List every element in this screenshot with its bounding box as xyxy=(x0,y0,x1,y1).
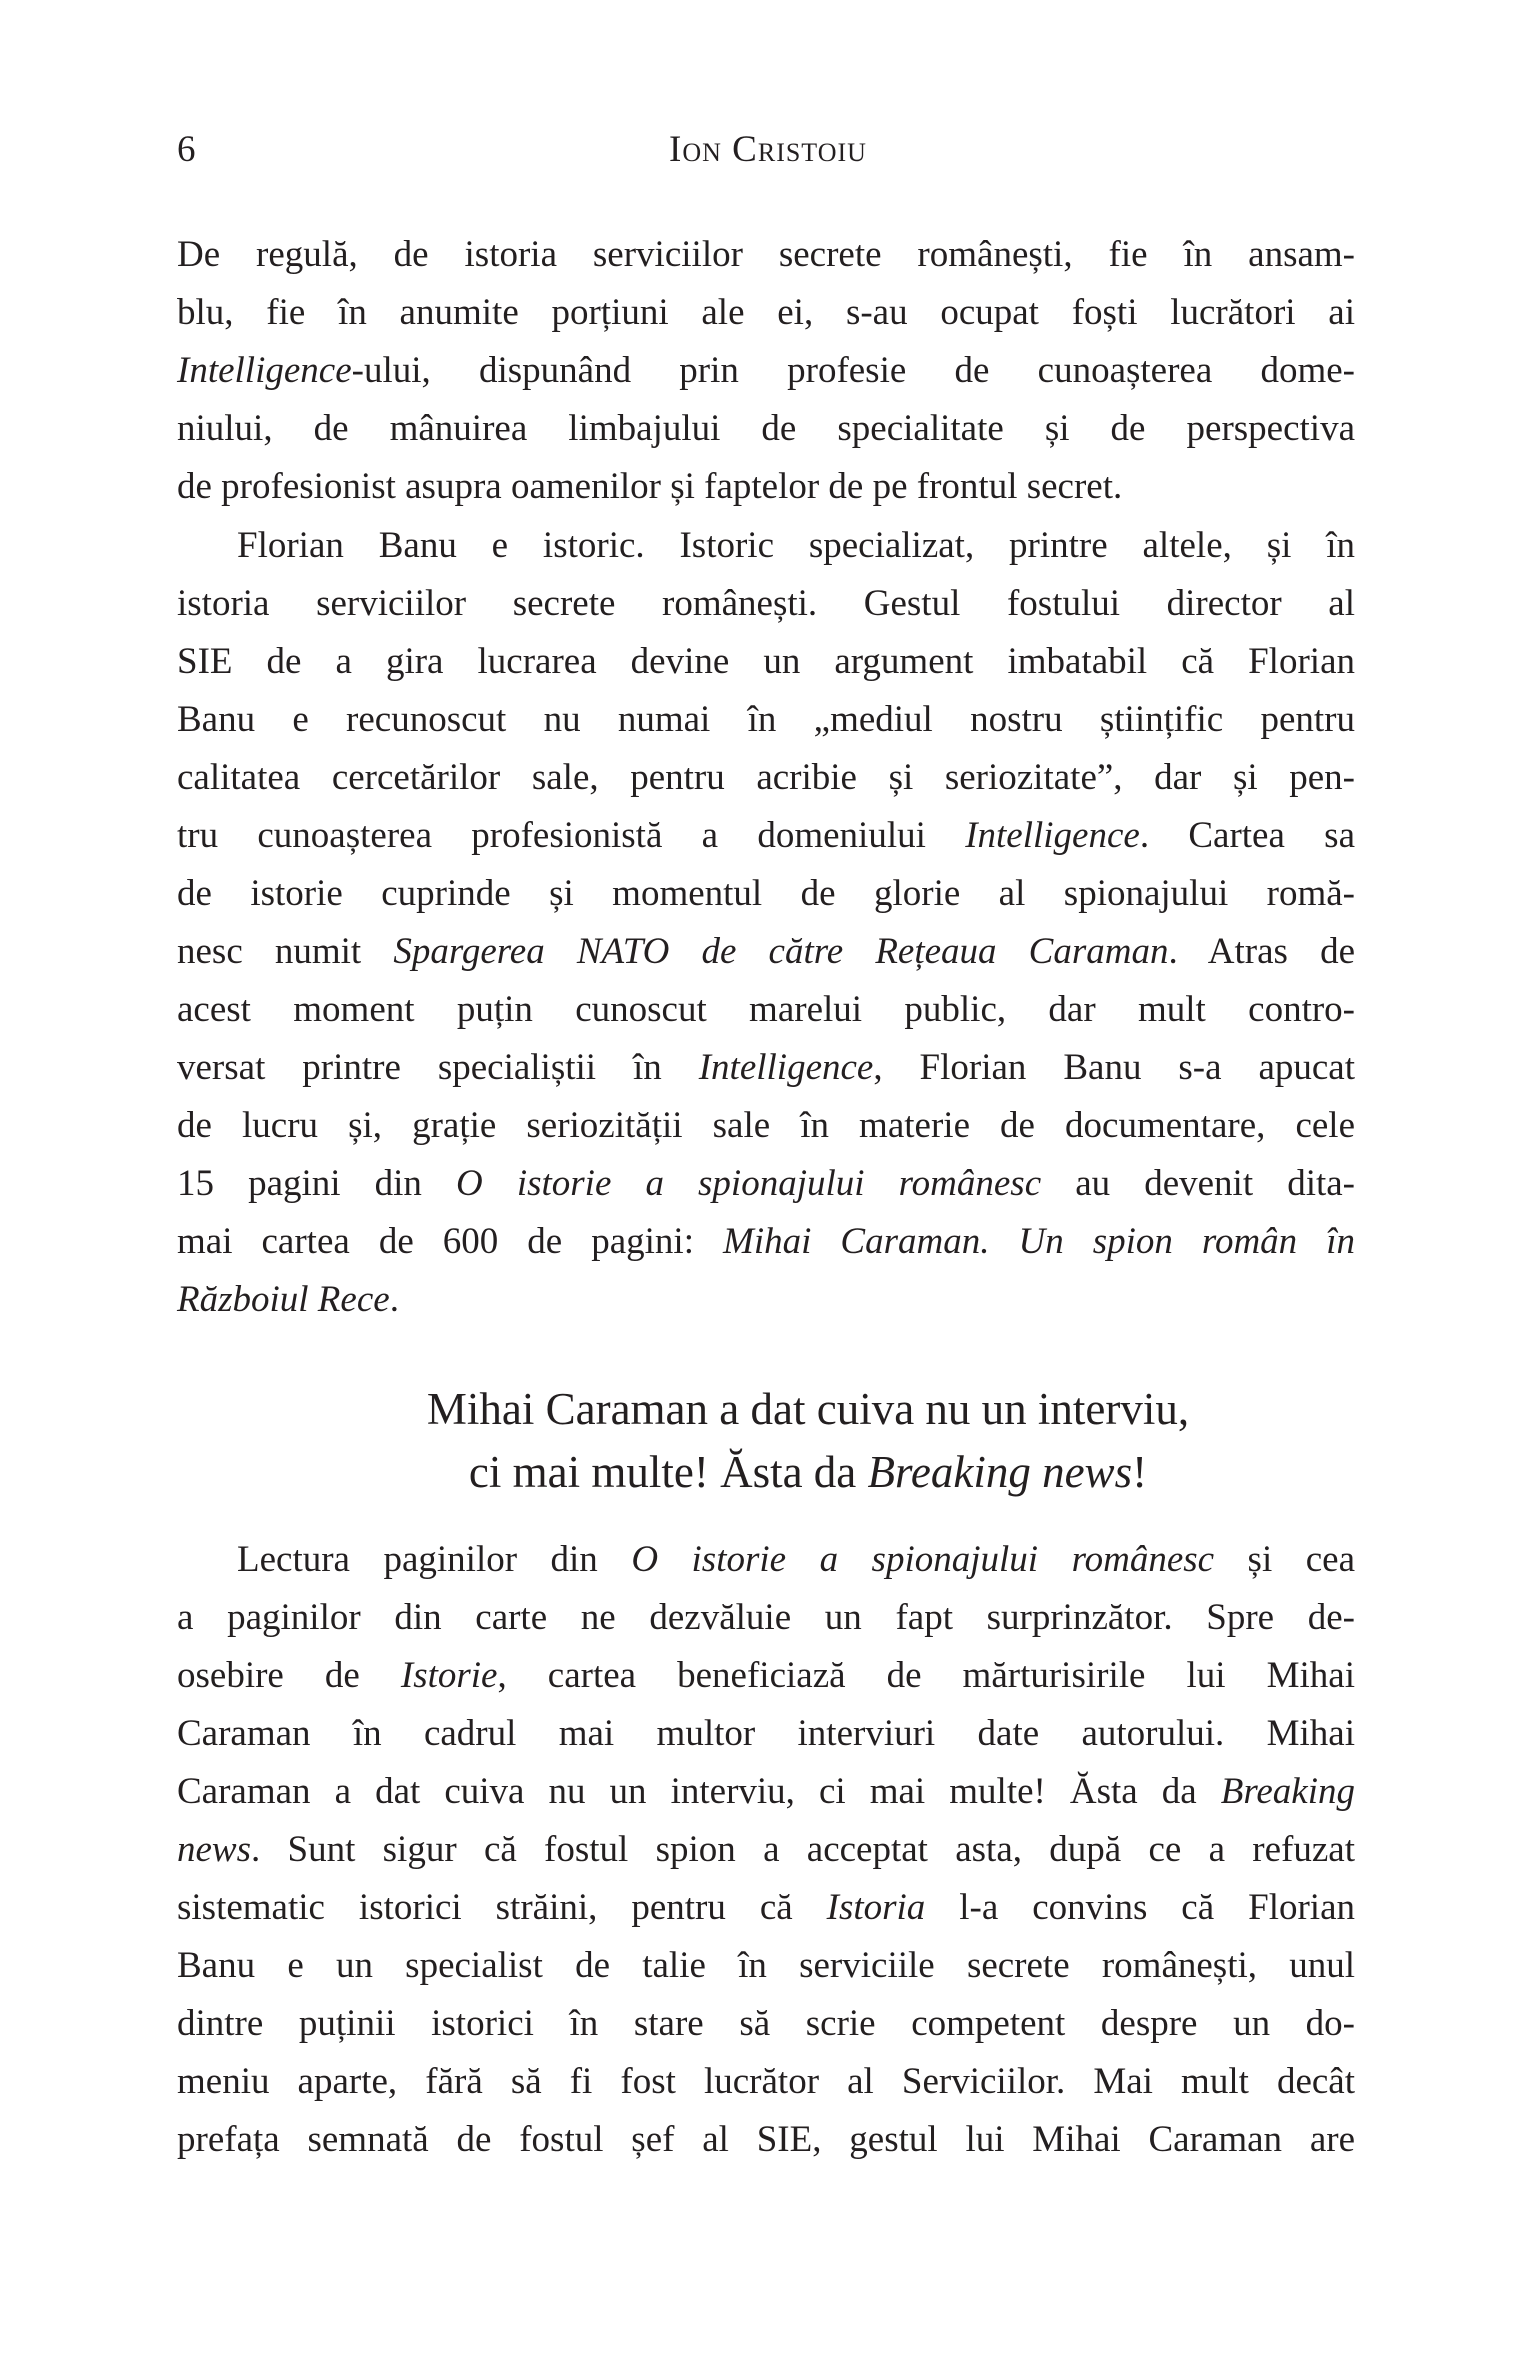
paragraph xyxy=(177,1531,1355,2169)
text-run: nesc numit xyxy=(177,931,394,972)
text-run: Banu e un specialist de talie în serviciile secrete românești, unul xyxy=(177,1945,1355,1986)
text-run: Banu e recunoscut nu numai în „mediul nostru științific pentru xyxy=(177,699,1355,740)
text-line xyxy=(177,807,1355,865)
running-head: Ion Cristoiu xyxy=(669,129,867,170)
text-run: . Atras de xyxy=(1168,931,1355,972)
text-line xyxy=(177,1763,1355,1821)
text-run: , cartea beneficiază de mărturisirile lui Mihai xyxy=(497,1655,1355,1696)
text-line xyxy=(177,633,1355,691)
text-line xyxy=(177,1589,1355,1647)
text-line xyxy=(177,1097,1355,1155)
text-line xyxy=(177,1647,1355,1705)
text-run: 15 pagini din xyxy=(177,1163,457,1204)
text-run: l-a convins că Florian xyxy=(925,1887,1355,1928)
text-line xyxy=(177,575,1355,633)
text-run: ci mai multe! Ăsta da xyxy=(468,1447,868,1497)
text-run: niului, de mânuirea limbajului de specialitate și de perspectiva xyxy=(177,408,1355,449)
text-run: de istorie cuprinde și momentul de glorie al spionajului romă- xyxy=(177,873,1355,914)
text-run: au devenit dita- xyxy=(1041,1163,1355,1204)
italic-text: O istorie a spionajului românesc xyxy=(456,1163,1042,1204)
italic-text: Breaking xyxy=(1220,1771,1355,1812)
italic-text: Intelligence xyxy=(698,1047,874,1088)
text-line xyxy=(177,865,1355,923)
text-run: și cea xyxy=(1214,1539,1355,1580)
italic-text: Intelligence xyxy=(177,350,352,391)
italic-text: Breaking news xyxy=(867,1447,1133,1497)
text-line xyxy=(177,517,1355,575)
text-line xyxy=(177,1705,1355,1763)
text-run: sistematic istorici străini, pentru că xyxy=(177,1887,827,1928)
text-run: calitatea cercetărilor sale, pentru acribie și seriozitate”, dar și pen- xyxy=(177,757,1355,798)
text-run: istoria serviciilor secrete românești. Gestul fostului director al xyxy=(177,583,1355,624)
text-run: ! xyxy=(1132,1447,1148,1497)
paragraph xyxy=(177,226,1355,516)
text-line xyxy=(177,2111,1355,2169)
text-run: blu, fie în anumite porțiuni ale ei, s-au ocupat foști lucrători ai xyxy=(177,292,1355,333)
text-line xyxy=(177,1531,1355,1589)
text-line xyxy=(177,1995,1355,2053)
italic-text: O istorie a spionajului românesc xyxy=(631,1539,1215,1580)
text-run: Lectura paginilor din xyxy=(237,1539,632,1580)
text-line xyxy=(177,400,1355,458)
text-run: Caraman în cadrul mai multor interviuri date autorului. Mihai xyxy=(177,1713,1355,1754)
text-line xyxy=(177,1039,1355,1097)
text-run: . Sunt sigur că fostul spion a acceptat asta, după ce a refuzat xyxy=(251,1829,1355,1870)
text-run: mai cartea de 600 de pagini: xyxy=(177,1221,724,1262)
text-run: de profesionist asupra oamenilor și faptelor de pe frontul secret. xyxy=(177,466,1123,507)
text-run: Mihai Caraman a dat cuiva nu un interviu, xyxy=(426,1384,1190,1434)
text-run: SIE de a gira lucrarea devine un argument imbatabil că Florian xyxy=(177,641,1355,682)
text-line xyxy=(177,1271,1355,1329)
text-run: . Cartea sa xyxy=(1139,815,1355,856)
text-line xyxy=(177,284,1355,342)
italic-text: news xyxy=(177,1829,251,1870)
text-run: dintre puținii istorici în stare să scrie competent despre un do- xyxy=(177,2003,1355,2044)
text-line xyxy=(177,1879,1355,1937)
text-line xyxy=(177,458,1355,516)
heading-line xyxy=(40,1378,1536,1441)
text-line xyxy=(177,923,1355,981)
text-run: a paginilor din carte ne dezvăluie un fapt surprinzător. Spre de- xyxy=(177,1597,1355,1638)
page-number: 6 xyxy=(177,129,196,170)
text-line xyxy=(177,1155,1355,1213)
text-line xyxy=(177,981,1355,1039)
text-line xyxy=(177,226,1355,284)
text-run: versat printre specialiștii în xyxy=(177,1047,699,1088)
text-line xyxy=(177,691,1355,749)
italic-text: Intelligence xyxy=(965,815,1140,856)
text-run: meniu aparte, fără să fi fost lucrător al Serviciilor. Mai mult decât xyxy=(177,2061,1355,2102)
text-line xyxy=(177,1937,1355,1995)
section-heading xyxy=(40,1378,1536,1504)
text-run: acest moment puțin cunoscut marelui public, dar mult contro- xyxy=(177,989,1355,1030)
text-line xyxy=(177,1821,1355,1879)
text-line xyxy=(177,2053,1355,2111)
italic-text: Istoria xyxy=(826,1887,926,1928)
text-run: de lucru și, grație seriozității sale în materie de documentare, cele xyxy=(177,1105,1355,1146)
text-run: Caraman a dat cuiva nu un interviu, ci mai multe! Ăsta da xyxy=(177,1771,1221,1812)
heading-line xyxy=(40,1441,1536,1504)
italic-text: Mihai Caraman. Un spion român în xyxy=(723,1221,1355,1262)
italic-text: Spargerea NATO de către Rețeaua Caraman xyxy=(393,931,1169,972)
text-run: De regulă, de istoria serviciilor secrete românești, fie în ansam- xyxy=(177,234,1355,275)
text-run: tru cunoașterea profesionistă a domeniului xyxy=(177,815,966,856)
text-line xyxy=(177,342,1355,400)
text-run: -ului, dispunând prin profesie de cunoașterea dome- xyxy=(351,350,1355,391)
text-run: Florian Banu e istoric. Istoric specializat, printre altele, și în xyxy=(237,525,1355,566)
text-line xyxy=(177,1213,1355,1271)
italic-text: Războiul Rece xyxy=(177,1279,390,1320)
text-line xyxy=(177,749,1355,807)
italic-text: Istorie xyxy=(400,1655,498,1696)
text-run: prefața semnată de fostul șef al SIE, gestul lui Mihai Caraman are xyxy=(177,2119,1355,2160)
text-run: , Florian Banu s-a apucat xyxy=(873,1047,1355,1088)
text-run: . xyxy=(389,1279,399,1320)
paragraph xyxy=(177,517,1355,1329)
text-run: osebire de xyxy=(177,1655,401,1696)
